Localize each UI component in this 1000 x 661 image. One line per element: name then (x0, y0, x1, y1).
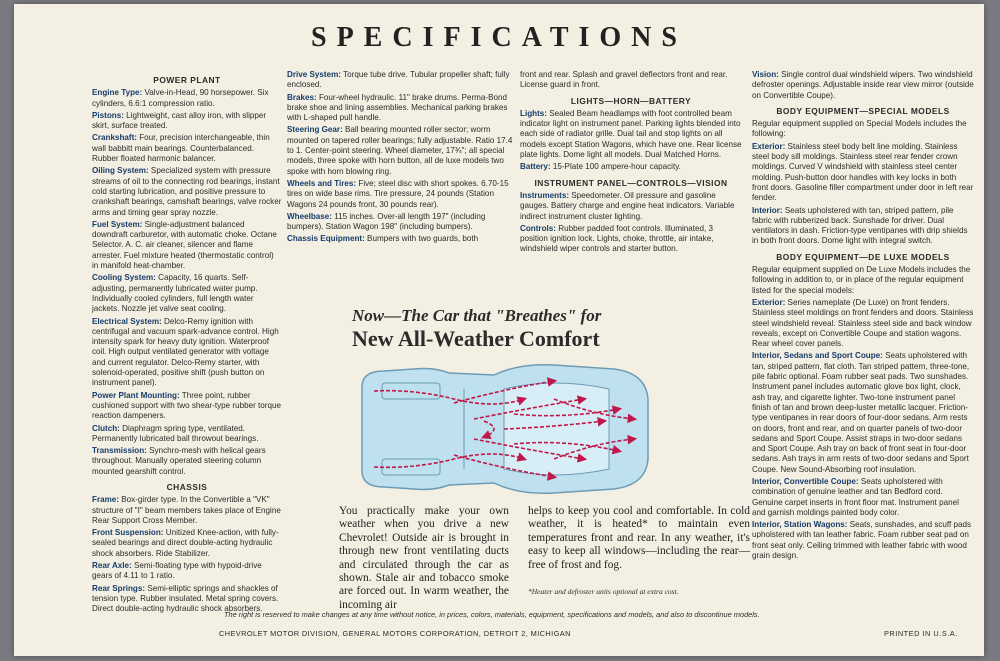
spec-item: Clutch: Diaphragm spring type, ventilated. Permanently lubricated ball throwout bearings. (92, 423, 259, 443)
spec-item: Interior, Sedans and Sport Coupe: Seats upholstered with tan, striped pattern, flat cloth. Tan striped pattern, three-tone, pile fabric optional. Foam rubber seat pads. Two sunshades. Instrument panel includes automatic glove box light, clock, ash tray, and cigarette lighter. Two-tone instrument panel finish of tan and brown deep-luster metallic lacquer. Friction-type ventipanes in rear doors of four-door sedans. Arm rests on doors, front and rear, and on quarter panels of two-door sedans and Sport Coupe. Assist straps in two-door sedans and Sport Coupe. Ash tray on back of front seat in four-door sedans. Ash trays in arm rests of two-door sedans and Sport Coupe. New Sound-Absorbing roof insulation. (752, 351, 970, 474)
spec-item: Exterior: Series nameplate (De Luxe) on front fenders. Stainless steel moldings on front fenders and doors. Stainless steel windshield reveal. Stainless steel side and back window reveals, except on Convertible Coupe and station wagons. Rear wheel cover panels. (752, 297, 974, 349)
spec-item: Engine Type: Valve-in-Head, 90 horsepower. Six cylinders, 6.6:1 compression ratio. (92, 88, 269, 108)
section-heading-instrument-panel: INSTRUMENT PANEL—CONTROLS—VISION (534, 177, 728, 188)
spec-item: Battery: 15-Plate 100 ampere-hour capacity. (520, 162, 681, 172)
feature-body-left: You practically make your own weather when you drive a new Chevrolet! Outside air is brought in through new front ventilating ducts and circulated through the car as shown. Stale air and tobacco smoke are forced out. In warm weather, the incoming air (339, 505, 509, 611)
spec-item: Front Suspension: Unitized Knee-action, with fully-sealed bearings and direct double-acting hydraulic shock absorbers. Ride Stabilizer. (92, 528, 279, 558)
feature-headline-line2: New All-Weather Comfort (352, 326, 600, 351)
spec-item: Rear Axle: Semi-floating type with hypoid-drive gears of 4.11 to 1 ratio. (92, 561, 262, 581)
spec-item: Rear Springs: Semi-elliptic springs and shackles of tension type. Rubber insulated. Metal spring covers. Direct double-acting hydraulic shock absorbers. (92, 583, 279, 614)
spec-item: Steering Gear: Ball bearing mounted roller sector; worm mounted on tapered roller bearings; fully adjustable. Ratio 17.4 to 1. Center-point steering. Wheel diameter, 17¾"; all special models, three spoke with horn button, all de luxe models two spoke with horn blowing ring. (287, 125, 513, 176)
footer-disclaimer: The right is reserved to make changes at any time without notice, in prices, colors, materials, equipment, specifications and models, and also to discontinue models. (224, 610, 760, 619)
section-heading-chassis: CHASSIS (166, 481, 208, 492)
feature-footnote: *Heater and defroster units optional at extra cost. (528, 587, 679, 596)
section-heading-power-plant: POWER PLANT (153, 75, 221, 85)
spec-item: Electrical System: Delco-Remy ignition with centrifugal and vacuum spark-advance control. High intensity spark for heavy duty ignition. Waterproof coil. High output ventilated generator with voltage and current regulator. Delco-Remy starter, with solenoid-operated, positive shift (push button on instrument panel). (92, 316, 279, 388)
spec-item: Controls: Rubber padded foot controls. Illuminated, 3 position ignition lock. Lights, choke, throttle, air intake, windshield wiper controls and starter button. (520, 223, 714, 254)
section-heading-special-models: BODY EQUIPMENT—SPECIAL MODELS (776, 105, 950, 116)
spec-item: Frame: Box-girder type. In the Convertible a "VK" structure of "I" beam members takes place of Engine Rear Support Cross Member. (92, 495, 281, 525)
page-title: SPECIFICATIONS (311, 22, 687, 53)
column-drive (287, 70, 513, 247)
spec-item: Wheels and Tires: Five; steel disc with short spokes. 6.70-15 tires on wide base rims. Tire pressure, 24 pounds (Station Wagons 24 pounds front, 30 pounds rear). (287, 178, 509, 209)
spec-item: Crankshaft: Four, precision interchangeable, thin wall babbitt main bearings. Counterbalanced. Rubber floated harmonic balancer. (92, 133, 270, 164)
section-intro: Regular equipment supplied on Special Models includes the following: (752, 119, 967, 139)
spec-continuation: front and rear. Splash and gravel deflectors front and rear. License guard in front. (520, 70, 728, 90)
footer-printed: PRINTED IN U.S.A. (884, 629, 958, 638)
spec-item: Cooling System: Capacity, 16 quarts. Self-adjusting, permanently lubricated water pump. Individually cooled cylinders, full length water jackets. Nozzle jet valve seat cooling. (92, 273, 258, 314)
feature-body-right: helps to keep you cool and comfortable. In cold weather, it is heated* to maintain even temperatures front and rear. In any weather, it's easy to keep all windows—including the rear—free of frost and fog. (528, 505, 750, 571)
spec-item: Lights: Sealed Beam headlamps with foot controlled beam indicator light on instrument panel. Parking lights blended into each side of radiator grille. Dual tail and stop lights on all models except Station Wagons, which have one. Rear license plate lights. Dome light all models. Dual Matched Horns. (520, 108, 742, 160)
spec-item: Fuel System: Single-adjustment balanced downdraft carburetor, with automatic choke. Octane Selector. A. C. air cleaner, silencer and flame arrester. Fuel mixture heated (thermostatic control) in manifold heat-chamber. (92, 219, 277, 271)
spec-item: Drive System: Torque tube drive. Tubular propeller shaft; fully enclosed. (287, 70, 510, 90)
section-intro: Regular equipment supplied on De Luxe Models includes the following in addition to, or in place of the regular equipment listed for the special models: (752, 265, 971, 295)
column-power-plant (92, 70, 282, 617)
spec-item: Wheelbase: 115 inches. Over-all length 197" (including bumpers). Station Wagon 198" (including bumpers). (287, 211, 486, 232)
column-body-equipment (752, 70, 974, 563)
spec-item: Interior, Station Wagons: Seats, sunshades, and scuff pads upholstered with tan leather fabric. Foam rubber seat pad on front seat only. Ceiling trimmed with leather fabric with wood grain design. (752, 520, 972, 561)
feature-headline-line1: Now—The Car that "Breathes" for (352, 306, 602, 325)
spec-item: Interior: Seats upholstered with tan, striped pattern, pile fabric with rubberized back. Sunshade for driver. Dual ventilators in dash. Friction-type ventipanes with drip shields in both front doors. Dome light with integral switch. (752, 205, 968, 246)
column-lights (520, 70, 742, 257)
footer-division: CHEVROLET MOTOR DIVISION, GENERAL MOTORS CORPORATION, DETROIT 2, MICHIGAN (219, 629, 571, 638)
spec-item: Oiling System: Specialized system with pressure streams of oil to the connecting rod bearings, instant cold starting lubrication, and positive pressure to crankshaft bearings, camshaft bearings, valve rocker arms and timing gear spray nozzle. (92, 166, 282, 217)
spec-item: Exterior: Stainless steel body belt line molding. Stainless steel body sill moldings. Stainless steel rear fender crown moldings. Curved V windshield with stainless steel center molding. Push-button door handles with key locks in both front doors. Gasoline filler compartment under door in left rear fender. (752, 141, 974, 203)
section-heading-deluxe-models: BODY EQUIPMENT—DE LUXE MODELS (776, 251, 950, 262)
spec-item: Interior, Convertible Coupe: Seats upholstered with combination of genuine leather and tan Bedford cord. Genuine carpet inserts in front floor mat. Instrument panel and garnish moldings painted body color. (752, 476, 959, 517)
spec-item: Chassis Equipment: Bumpers with two guards, both (287, 234, 479, 244)
spec-item: Instruments: Speedometer. Oil pressure and gasoline gauges. Battery charge and engine heat indicators. Variable indirect instrument cluster lighting. (520, 190, 735, 221)
brochure-page (14, 4, 984, 656)
spec-item: Transmission: Synchro-mesh with helical gears throughout. Manually operated steering column mounted gearshift control. (92, 446, 266, 476)
spec-item: Vision: Single control dual windshield wipers. Two windshield defroster openings. Adjustable inside rear view mirror (outside on Convertible Coupe). (752, 70, 974, 100)
spec-item: Power Plant Mounting: Three point, rubber cushioned support with two shear-type rubber torque reaction dampeners. (92, 390, 281, 421)
spec-item: Brakes: Four-wheel hydraulic. 11" brake drums. Perma-Bond brake shoe and lining assemblies. Mechanical parking brakes with L-shaped pull handle. (287, 92, 508, 123)
spec-item: Pistons: Lightweight, cast alloy iron, with slipper skirt, surface treated. (92, 110, 267, 131)
car-airflow-illustration (354, 359, 654, 499)
section-heading-lights: LIGHTS—HORN—BATTERY (570, 95, 692, 106)
